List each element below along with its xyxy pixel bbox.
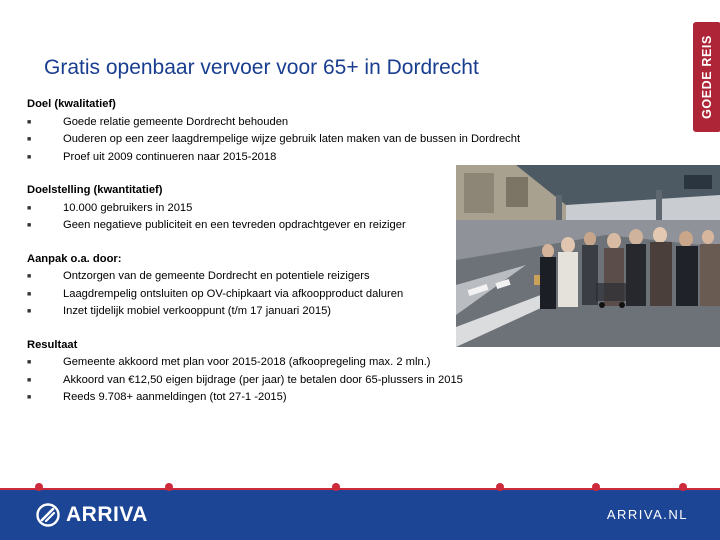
square-bullet-icon: ■ — [27, 290, 32, 298]
accent-dot — [679, 483, 687, 491]
square-bullet-icon: ■ — [27, 359, 32, 366]
bullet-list — [27, 114, 520, 167]
list-item-text: Gemeente akkoord met plan voor 2015-2018 (afkoopregeling max. 2 mln.) — [63, 356, 431, 368]
section-title: Aanpak o.a. door: — [27, 252, 122, 265]
accent-dot — [332, 483, 340, 491]
brand-name: ARRIVA — [66, 503, 148, 526]
accent-dot — [592, 483, 600, 491]
badge-text: GOEDE REIS — [700, 35, 715, 119]
bullet-list — [27, 268, 520, 321]
list-item-text: Goede relatie gemeente Dordrecht behouden — [63, 115, 289, 128]
list-item-text: Geen negatieve publiciteit en een tevreden opdrachtgever en reiziger — [63, 219, 406, 231]
footer-accent-line — [0, 488, 720, 490]
list-item-text: Inzet tijdelijk mobiel verkooppunt (t/m 17 januari 2015) — [63, 305, 332, 317]
bullet-list — [27, 354, 520, 407]
list-item-text: Reeds 9.708+ aanmeldingen (tot 27-1 -2015) — [63, 391, 287, 403]
accent-dot — [165, 483, 173, 491]
bus-stop-photo — [456, 165, 720, 347]
list-item-text: Ontzorgen van de gemeente Dordrecht en potentiele reizigers — [63, 270, 370, 282]
square-bullet-icon: ■ — [27, 394, 32, 401]
list-item — [27, 149, 520, 167]
accent-dot — [496, 483, 504, 491]
list-item — [27, 200, 520, 218]
list-item — [27, 131, 520, 149]
list-item — [27, 303, 520, 321]
list-item — [27, 389, 520, 407]
accent-dot — [35, 483, 43, 491]
list-item-text: Laagdrempelig ontsluiten op OV-chipkaart via afkoopproduct daluren — [63, 287, 404, 300]
list-item — [27, 372, 520, 390]
goede-reis-badge — [693, 22, 720, 132]
website-link[interactable]: ARRIVA.NL — [606, 507, 688, 522]
section-doelstelling — [27, 182, 520, 235]
section-title: Resultaat — [27, 338, 78, 351]
square-bullet-icon: ■ — [27, 118, 32, 126]
arriva-logo — [36, 503, 148, 527]
list-item-text: Proef uit 2009 continueren naar 2015-2018 — [63, 150, 277, 163]
square-bullet-icon: ■ — [27, 376, 32, 384]
list-item-text: Ouderen op een zeer laagdrempelige wijze gebruik laten maken van de bussen in Dordrecht — [63, 133, 521, 145]
list-item — [27, 354, 520, 372]
section-doel — [27, 96, 520, 166]
arriva-logo-icon — [36, 503, 60, 527]
square-bullet-icon: ■ — [27, 136, 32, 143]
list-item — [27, 286, 520, 304]
list-item — [27, 268, 520, 286]
section-title: Doelstelling (kwantitatief) — [27, 184, 163, 196]
section-aanpak — [27, 251, 520, 321]
section-resultaat — [27, 337, 520, 407]
square-bullet-icon: ■ — [27, 153, 32, 161]
section-title: Doel (kwalitatief) — [27, 98, 116, 110]
list-item-text: Akkoord van €12,50 eigen bijdrage (per jaar) te betalen door 65-plussers in 2015 — [63, 373, 463, 386]
list-item-text: 10.000 gebruikers in 2015 — [63, 201, 193, 214]
square-bullet-icon: ■ — [27, 273, 32, 280]
slide-content — [27, 96, 520, 423]
list-item — [27, 217, 520, 235]
square-bullet-icon: ■ — [27, 204, 32, 212]
list-item — [27, 114, 520, 132]
bullet-list — [27, 200, 520, 235]
square-bullet-icon: ■ — [27, 308, 32, 315]
slide-title: Gratis openbaar vervoer voor 65+ in Dordrecht — [44, 56, 479, 79]
square-bullet-icon: ■ — [27, 222, 32, 229]
